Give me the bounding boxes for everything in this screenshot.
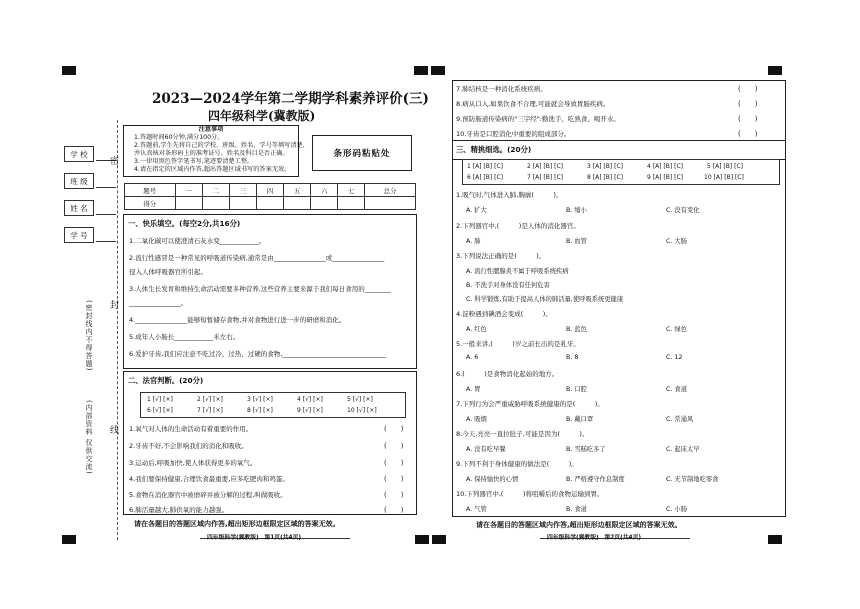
stub-class-label: 班 级 — [64, 173, 94, 189]
answer-paren[interactable]: ( ) — [738, 100, 758, 108]
option-b[interactable]: B. 口腔 — [566, 386, 587, 393]
choice-bubble[interactable]: 8 [A] [B] [C] — [587, 174, 623, 181]
choice-bubble[interactable]: 10 [A] [B] [C] — [704, 174, 744, 181]
option-b[interactable]: B. 不洗手对身体没有任何危害 — [466, 282, 550, 289]
seal-char-feng: 封 — [108, 300, 118, 310]
score-cell[interactable] — [338, 197, 365, 210]
option-c[interactable]: C. 大肠 — [666, 238, 687, 245]
option-c[interactable]: C. 小肠 — [666, 506, 687, 513]
score-header: 三 — [229, 184, 256, 197]
score-cell[interactable] — [365, 197, 416, 210]
page-number: 四年级科学(冀教版) 第2页(共4页) — [547, 535, 642, 541]
choice-q8: 8.今天,亮亮一直拉肚子,可能是因为( )。 — [456, 430, 589, 438]
judge-bubble[interactable]: 1 [√] [×] — [147, 396, 173, 403]
option-b[interactable]: B. 严格遵守作息制度 — [566, 476, 625, 483]
answer-paren[interactable]: ( ) — [384, 491, 404, 499]
fill-q1[interactable]: 1.二氧化碳可以使澄清石灰水变____________。 — [129, 237, 266, 245]
choice-q10: 10.下列器官中,( )将咀嚼后的食物运输到胃。 — [456, 490, 604, 498]
choice-q3: 3.下列说法正确的是( )。 — [456, 252, 546, 260]
alignment-mark — [768, 535, 782, 544]
section1-heading: 一、快乐填空。(每空2分,共16分) — [128, 219, 241, 228]
judge-q3: 3.运动后,呼吸加快,使人体获得更多的氧气。 — [129, 459, 257, 467]
answer-paren[interactable]: ( ) — [738, 130, 758, 138]
seal-note: (密封线内不得答题) — [85, 300, 93, 372]
option-c[interactable]: C. 食道 — [666, 386, 687, 393]
stub-school-label: 学 校 — [64, 146, 94, 162]
judge-bubble[interactable]: 8 [√] [×] — [247, 407, 273, 414]
score-header: 五 — [284, 184, 311, 197]
option-c[interactable]: C. 科学锻炼,有助于提高人体的肺活量,使呼吸系统更健康 — [466, 296, 624, 303]
option-a[interactable]: A. 气管 — [466, 506, 487, 513]
option-b[interactable]: B. 缩小 — [566, 207, 587, 214]
notice-line: 2.答题前,学生先将自己的学校、班级、姓名、学号等填写清楚, — [134, 142, 305, 149]
fill-q6[interactable]: 6.爱护牙齿,我们应注意不吃过冷、过热、过硬的食物,________________________________ — [129, 350, 387, 358]
option-a[interactable]: A. 保持愉快的心情 — [466, 476, 519, 483]
option-a[interactable]: A. 扩大 — [466, 207, 487, 214]
choice-bubble[interactable]: 9 [A] [B] [C] — [647, 174, 683, 181]
choice-q4: 4.淀粉遇到碘酒会变成( )。 — [456, 310, 552, 318]
choice-bubble[interactable]: 5 [A] [B] [C] — [707, 163, 743, 170]
alignment-mark — [415, 535, 429, 544]
fill-q5[interactable]: 5.成年人小肠长____________米左右。 — [129, 333, 240, 341]
judge-bubble[interactable]: 3 [√] [×] — [247, 396, 273, 403]
seal-char-xian: 线 — [108, 425, 118, 435]
judge-q10: 10.牙齿是口腔消化中重要的组成部分。 — [456, 130, 571, 138]
option-b[interactable]: B. 戴口罩 — [566, 416, 594, 423]
notice-line: 1.答题时间60分钟,满分100分。 — [134, 134, 224, 141]
score-row-label: 得分 — [125, 197, 176, 210]
alignment-mark — [431, 66, 445, 75]
answer-paren[interactable]: ( ) — [738, 85, 758, 93]
fill-q2-cont: 侵入人体呼吸器官所引起。 — [129, 268, 207, 276]
score-cell[interactable] — [175, 197, 202, 210]
judge-bubble[interactable]: 9 [√] [×] — [297, 407, 323, 414]
notice-line: 4.请在指定的区域内作答,超出答题区域书写的答案无效。 — [134, 166, 291, 173]
option-c[interactable]: C. 起床太早 — [666, 446, 700, 453]
choice-bubble[interactable]: 7 [A] [B] [C] — [527, 174, 563, 181]
notice-box — [123, 125, 305, 177]
section2-heading: 二、法官判断。(20分) — [128, 376, 204, 385]
choice-bubble[interactable]: 6 [A] [B] [C] — [467, 174, 503, 181]
stub-number-label: 学 号 — [64, 227, 94, 243]
alignment-mark — [768, 66, 782, 75]
score-cell[interactable] — [229, 197, 256, 210]
fill-q3-cont[interactable]: ________________。 — [129, 299, 188, 307]
judge-q4: 4.我们要保持健康,合理饮食最重要,应多吃肥肉和鸡蛋。 — [129, 475, 289, 483]
option-b[interactable]: B. 血管 — [566, 238, 587, 245]
alignment-mark — [414, 66, 428, 75]
score-cell[interactable] — [202, 197, 229, 210]
answer-paren[interactable]: ( ) — [384, 442, 404, 450]
judge-q6: 6.肺活量越大,肺供氧的能力越强。 — [129, 506, 229, 514]
fill-q3[interactable]: 3.人体生长发育和维持生命活动需要多种营养,这些营养主要来源于我们每日食用的________ — [129, 285, 391, 293]
judge-bubble[interactable]: 2 [√] [×] — [197, 396, 223, 403]
score-header: 四 — [256, 184, 283, 197]
choice-q1: 1.吸气时,气体进入肺,胸廓( )。 — [456, 191, 563, 199]
stub-name-label: 姓 名 — [64, 200, 94, 216]
section3-heading: 三、精挑细选。(20分) — [456, 145, 532, 154]
judge-bubble[interactable]: 4 [√] [×] — [297, 396, 323, 403]
fill-q4[interactable]: 4.________________能够短暂储存食物,并对食物进行进一步的研磨和消化。 — [129, 316, 346, 324]
choice-bubble[interactable]: 2 [A] [B] [C] — [527, 163, 563, 170]
stub-class-line — [96, 187, 116, 188]
option-a[interactable]: A. 流行性腮腺炎不属于呼吸系统疾病 — [466, 268, 569, 275]
answer-paren[interactable]: ( ) — [384, 475, 404, 483]
judge-bubble[interactable]: 5 [√] [×] — [347, 396, 373, 403]
option-a[interactable]: A. 肺 — [466, 238, 481, 245]
judge-bubble[interactable]: 6 [√] [×] — [147, 407, 173, 414]
choice-bubble[interactable]: 1 [A] [B] [C] — [467, 163, 503, 170]
score-header: 六 — [311, 184, 338, 197]
barcode-area: 条形码粘贴处 — [312, 135, 412, 171]
score-header: 题号 — [125, 184, 176, 197]
alignment-mark — [62, 535, 76, 544]
choice-q7: 7.下列行为会严重威胁呼吸系统健康的是( )。 — [456, 400, 604, 408]
option-c[interactable]: C. 无节制地吃零食 — [666, 476, 719, 483]
option-c[interactable]: C. 没有变化 — [666, 207, 700, 214]
score-header: 七 — [338, 184, 365, 197]
exam-title: 2023—2024学年第二学期学科素养评价(三) — [152, 91, 429, 107]
alignment-mark — [432, 535, 446, 544]
score-header: 二 — [202, 184, 229, 197]
option-c[interactable]: C. 常通风 — [666, 416, 694, 423]
answer-paren[interactable]: ( ) — [384, 425, 404, 433]
option-a[interactable]: A. 吸烟 — [466, 416, 487, 423]
internal-note: (内部资料 仅供交流) — [85, 400, 93, 475]
answer-paren[interactable]: ( ) — [384, 506, 404, 514]
stub-name-line — [96, 214, 116, 215]
choice-q9: 9.下列不利于身体健康的做法是( )。 — [456, 460, 578, 468]
choice-bubble[interactable]: 4 [A] [B] [C] — [647, 163, 683, 170]
judge-bubble[interactable]: 10 [√] [×] — [347, 407, 377, 414]
judge-q1: 1.氧气对人体的生命活动有着重要的作用。 — [129, 425, 253, 433]
page-number: 四年级科学(冀教版) 第1页(共4页) — [207, 535, 302, 541]
stub-number-line — [96, 241, 116, 242]
notice-heading: 注意事项 — [198, 126, 224, 133]
choice-q2: 2.下列器官中,( )是人体的消化器官。 — [456, 222, 580, 230]
exam-subtitle: 四年级科学(冀教版) — [208, 109, 316, 123]
option-a[interactable]: A. 6 — [466, 354, 479, 361]
seal-char-mi: 密 — [108, 156, 118, 166]
judge-q5: 5.食物在消化器官中被磨碎并被分解的过程,叫做吸收。 — [129, 491, 287, 499]
option-b[interactable]: B. 雪糕吃多了 — [566, 446, 606, 453]
option-b[interactable]: B. 8 — [566, 354, 579, 361]
option-a[interactable]: A. 没有吃早餐 — [466, 446, 506, 453]
choice-q5: 5.一般来讲,( )岁之前长出的是乳牙。 — [456, 340, 580, 348]
answer-paren[interactable]: ( ) — [738, 115, 758, 123]
score-table — [124, 183, 416, 210]
seal-line — [117, 120, 118, 540]
option-a[interactable]: A. 胃 — [466, 386, 481, 393]
option-b[interactable]: B. 蓝色 — [566, 326, 587, 333]
alignment-mark — [62, 66, 76, 75]
option-a[interactable]: A. 红色 — [466, 326, 487, 333]
score-header: 总分 — [365, 184, 416, 197]
score-header: 一 — [175, 184, 202, 197]
choice-q6: 6.( )是食物消化起始的地方。 — [456, 370, 559, 378]
judge-bubble[interactable]: 7 [√] [×] — [197, 407, 223, 414]
judge-q2: 2.牙齿不好,不会影响我们的消化和吸收。 — [129, 442, 248, 450]
footer-warning: 请在各题目的答题区域内作答,超出矩形边框限定区域的答案无效。 — [476, 521, 682, 529]
option-c[interactable]: C. 绿色 — [666, 326, 687, 333]
score-cell[interactable] — [256, 197, 283, 210]
judge-q7: 7.肺结核是一种消化系统疾病。 — [456, 85, 547, 93]
notice-line: 并认真核对条形码上的准考证号、姓名及科目是否正确。 — [134, 150, 289, 157]
choice-bubble[interactable]: 3 [A] [B] [C] — [587, 163, 623, 170]
notice-line: 3.一律用黑色签字笔书写,笔迹要清楚工整。 — [134, 158, 254, 165]
answer-paren[interactable]: ( ) — [384, 459, 404, 467]
judge-q9: 9.预防肠道传染病的"三字经":勤洗手、吃熟食、喝开水。 — [456, 115, 620, 123]
judge-q8: 8.病从口入,如果饮食不合理,可能就会导致胃肠疾病。 — [456, 100, 610, 108]
score-cell[interactable] — [284, 197, 311, 210]
option-b[interactable]: B. 食道 — [566, 506, 587, 513]
option-c[interactable]: C. 12 — [666, 354, 683, 361]
footer-warning: 请在各题目的答题区域内作答,超出矩形边框限定区域的答案无效。 — [134, 520, 340, 528]
score-cell[interactable] — [311, 197, 338, 210]
fill-q2[interactable]: 2.流行性感冒是一种常见的呼吸道传染病,通常是由________________或________________ — [129, 254, 385, 262]
